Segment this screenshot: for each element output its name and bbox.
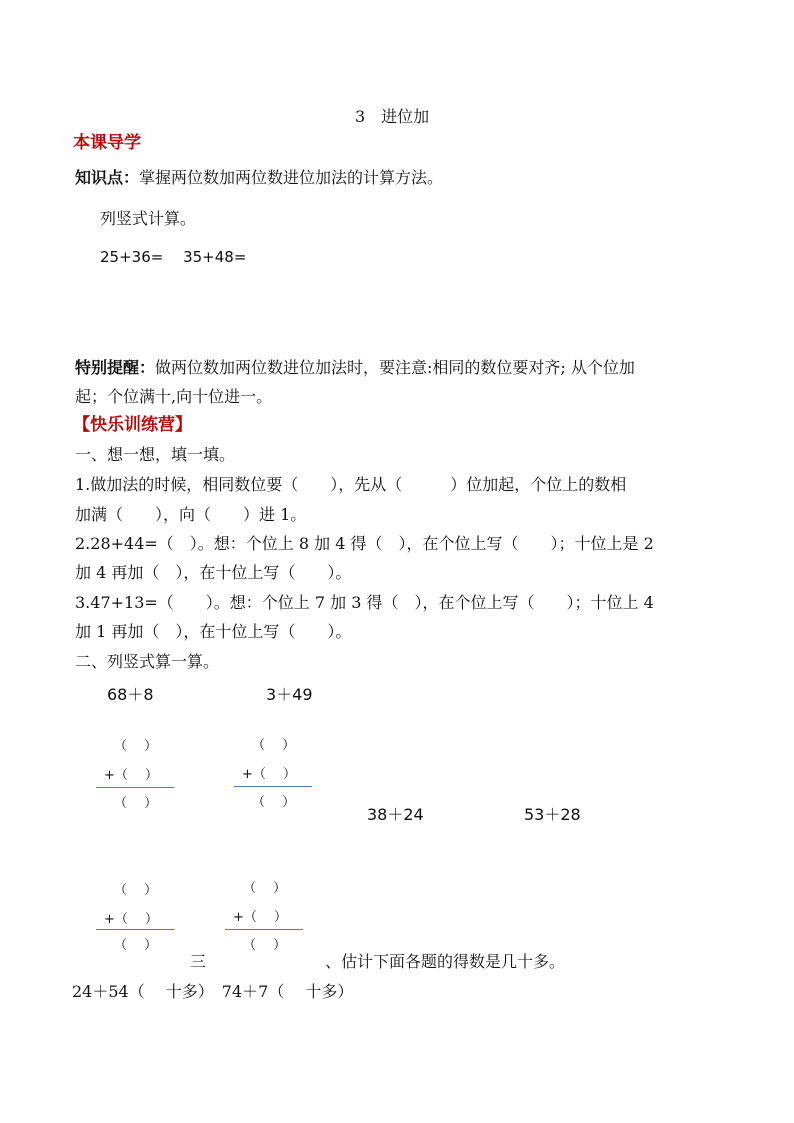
sum-line <box>96 929 174 930</box>
section-heading-training: 【快乐训练营】 <box>73 415 192 435</box>
knowledge-text: 掌握两位数加两位数进位加法的计算方法。 <box>139 168 444 187</box>
sum-line <box>225 929 303 930</box>
vertical-result: （ ） <box>252 795 296 810</box>
problem-3-49: 3＋49 <box>266 685 313 704</box>
vertical-result: （ ） <box>243 938 287 953</box>
vertical-top: （ ） <box>114 739 158 754</box>
problem-53-28: 53＋28 <box>524 805 581 824</box>
vertical-top: （ ） <box>252 738 296 753</box>
vertical-plus: +（ ） <box>104 912 159 927</box>
part3-heading: 、估计下面各题的得数是几十多。 <box>325 952 566 971</box>
knowledge-label: 知识点： <box>75 168 140 187</box>
vertical-plus: +（ ） <box>233 910 288 925</box>
reminder-line-1 <box>75 353 635 382</box>
q1-line-a: 1.做加法的时候，相同数位要（ ），先从（ ）位加起，个位上的数相 <box>75 475 627 494</box>
q2-line-b: 加 4 再加（ ），在十位上写（ ）。 <box>75 563 352 582</box>
part3-items: 24＋54（ 十多） 74＋7（ 十多） <box>72 982 354 1001</box>
vertical-top: （ ） <box>243 881 287 896</box>
problem-38-24: 38＋24 <box>367 805 424 824</box>
q3-line-a: 3.47+13=（ ）。想：个位上 7 加 3 得（ ），在个位上写（ ）；十位上 4 <box>75 593 654 612</box>
part3-number: 三 <box>190 952 207 971</box>
vertical-top: （ ） <box>114 883 158 898</box>
section-heading-guide: 本课导学 <box>73 133 141 153</box>
vertical-result: （ ） <box>114 938 158 953</box>
reminder-line-2: 起；个位满十,向十位进一。 <box>75 387 273 406</box>
problem-68-8: 68＋8 <box>107 685 154 704</box>
vertical-plus: +（ ） <box>242 767 297 782</box>
page-title: 3 进位加 <box>355 107 430 126</box>
part1-heading: 一、想一想，填一填。 <box>75 445 236 464</box>
reminder-label: 特别提醒： <box>75 358 156 377</box>
knowledge-point <box>75 165 443 188</box>
sum-line <box>96 787 174 788</box>
reminder-text-1: 做两位数加两位数进位加法时，要注意:相同的数位要对齐; 从个位加 <box>155 358 635 377</box>
q2-line-a: 2.28+44=（ ）。想：个位上 8 加 4 得（ ），在个位上写（ ）；十位上是 2 <box>75 534 654 553</box>
part2-heading: 二、列竖式算一算。 <box>75 652 220 671</box>
practice-problems: 25+36= 35+48= <box>100 248 247 266</box>
practice-intro: 列竖式计算。 <box>100 209 197 228</box>
vertical-plus: +（ ） <box>104 768 159 783</box>
q3-line-b: 加 1 再加（ ），在十位上写（ ）。 <box>75 622 352 641</box>
sum-line <box>234 786 312 787</box>
vertical-result: （ ） <box>114 796 158 811</box>
q1-line-b: 加满（ ），向（ ）进 1。 <box>75 505 307 524</box>
